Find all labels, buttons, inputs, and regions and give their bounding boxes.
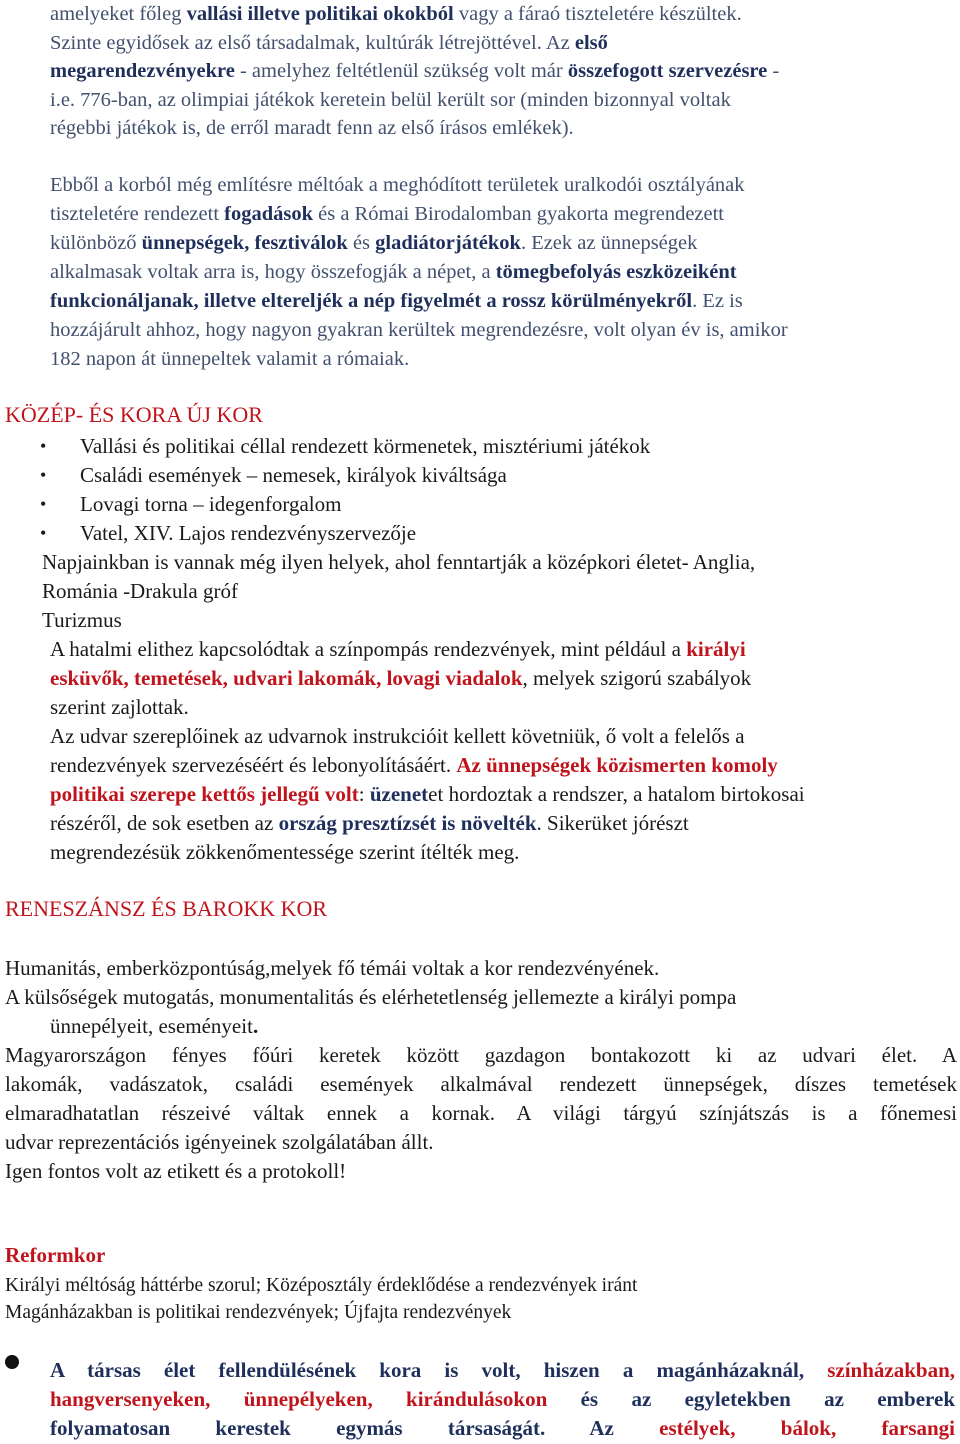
list-item: • Lovagi torna – idegenforgalom	[40, 490, 650, 519]
tourism-label: Turizmus	[42, 608, 122, 632]
social-life-paragraph: A társas élet fellendülésének kora is volt, hiszen a magánházaknál, színházakban, hangversenyeken, ünnepélyeken, kirándulásokon és az egyletekben az emberek folyamatosan kerestek egymás társaságát. Az estélyek, bálok, farsangi	[50, 1358, 956, 1440]
section-heading-renaissance: RENESZÁNSZ ÉS BAROKK KOR	[5, 896, 328, 921]
bullet-dot-icon	[5, 1355, 19, 1369]
roman-era-paragraph: Ebből a korból még említésre méltóak a meghódított területek uralkodói osztályának tiszteletére rendezett fogadások és a Római Birodalomban gyakorta megrendezett különböző ünnepségek, fesztiválok és gladiátorjátékok. Ezek az ünnepségek alkalmasak voltak arra is, hogy összefogják a népet, a tömegbefolyás eszközeiként funkcionáljanak, illetve eltereljék a nép figyelmét a rossz körülményekről. Ez is hozzájárult ahhoz, hogy nagyon gyakran kerültek megrendezésre, volt olyan év is, amikor 182 napon át ünnepeltek valamit a rómaiak.	[50, 174, 788, 370]
intro-paragraph: amelyeket főleg vallási illetve politikai okokból vagy a fáraó tiszteletére készültek. Szinte egyidősek az első társadalmak, kultúrák létrejöttével. Az első megarendezvényekre - amelyhez feltétlenül szükség volt már összefogott szervezésre - i.e. 776-ban, az olimpiai játékok keretein belül került sor (minden bizonnyal voltak régebbi játékok is, de erről maradt fenn az első írásos emlékek).	[50, 3, 780, 140]
list-item: • Családi események – nemesek, királyok kiváltsága	[40, 461, 650, 490]
power-elite-paragraph: A hatalmi elithez kapcsolódtak a színpompás rendezvények, mint például a királyi esküvők, temetések, udvari lakomák, lovagi viadalok, melyek szigorú szabályok szerint zajlottak.	[50, 637, 752, 719]
list-item: • Vatel, XIV. Lajos rendezvényszervezője	[40, 519, 650, 548]
court-paragraph: Az udvar szereplőinek az udvarnok instrukcióit kellett követniük, ő volt a felelős a rendezvények szervezéséért és lebonyolításáért. Az ünnepségek közismerten komoly politikai szerepe kettős jellegű volt: üzenetet hordoztak a rendszer, a hatalom birtokosai részéről, de sok esetben az ország presztízsét is növelték. Sikerüket jórészt megrendezésük zökkenőmentessége szerint ítélték meg.	[50, 724, 805, 864]
list-item: • Vallási és politikai céllal rendezett körmenetek, misztériumi játékok	[40, 432, 650, 461]
present-day-paragraph: Napjainkban is vannak még ilyen helyek, ahol fenntartják a középkori életet- Anglia, Románia -Drakula gróf Turizmus	[42, 548, 755, 635]
section-heading-reform-era: Reformkor	[5, 1243, 106, 1267]
section-heading-middle-ages: KÖZÉP- ÉS KORA ÚJ KOR	[5, 402, 263, 427]
reform-era-body: Királyi méltóság háttérbe szorul; Középosztály érdeklődése a rendezvények iránt Magánházakban is politikai rendezvények; Újfajta rendezvények	[5, 1275, 638, 1323]
renaissance-body: Humanitás, emberközpontúság,melyek fő témái voltak a kor rendezvényének. A külsőségek mutogatás, monumentalitás és elérhetetlenség jellemezte a királyi pompa ünnepélyeit, eseményeit. Magyarországon fényes főúri keretek között gazdagon bontakozott ki az udvari élet. A lakomák, vadászatok, családi események alkalmával rendezett ünnepségek, díszes temetések elmaradhatatlan részeivé váltak ennek a kornak. A világi tárgyú színjátszás is a főnemesi udvar reprezentációs igényeinek szolgálatában állt. Igen fontos volt az etikett és a protokoll!	[5, 956, 957, 1183]
middle-ages-bullet-list	[40, 432, 650, 548]
